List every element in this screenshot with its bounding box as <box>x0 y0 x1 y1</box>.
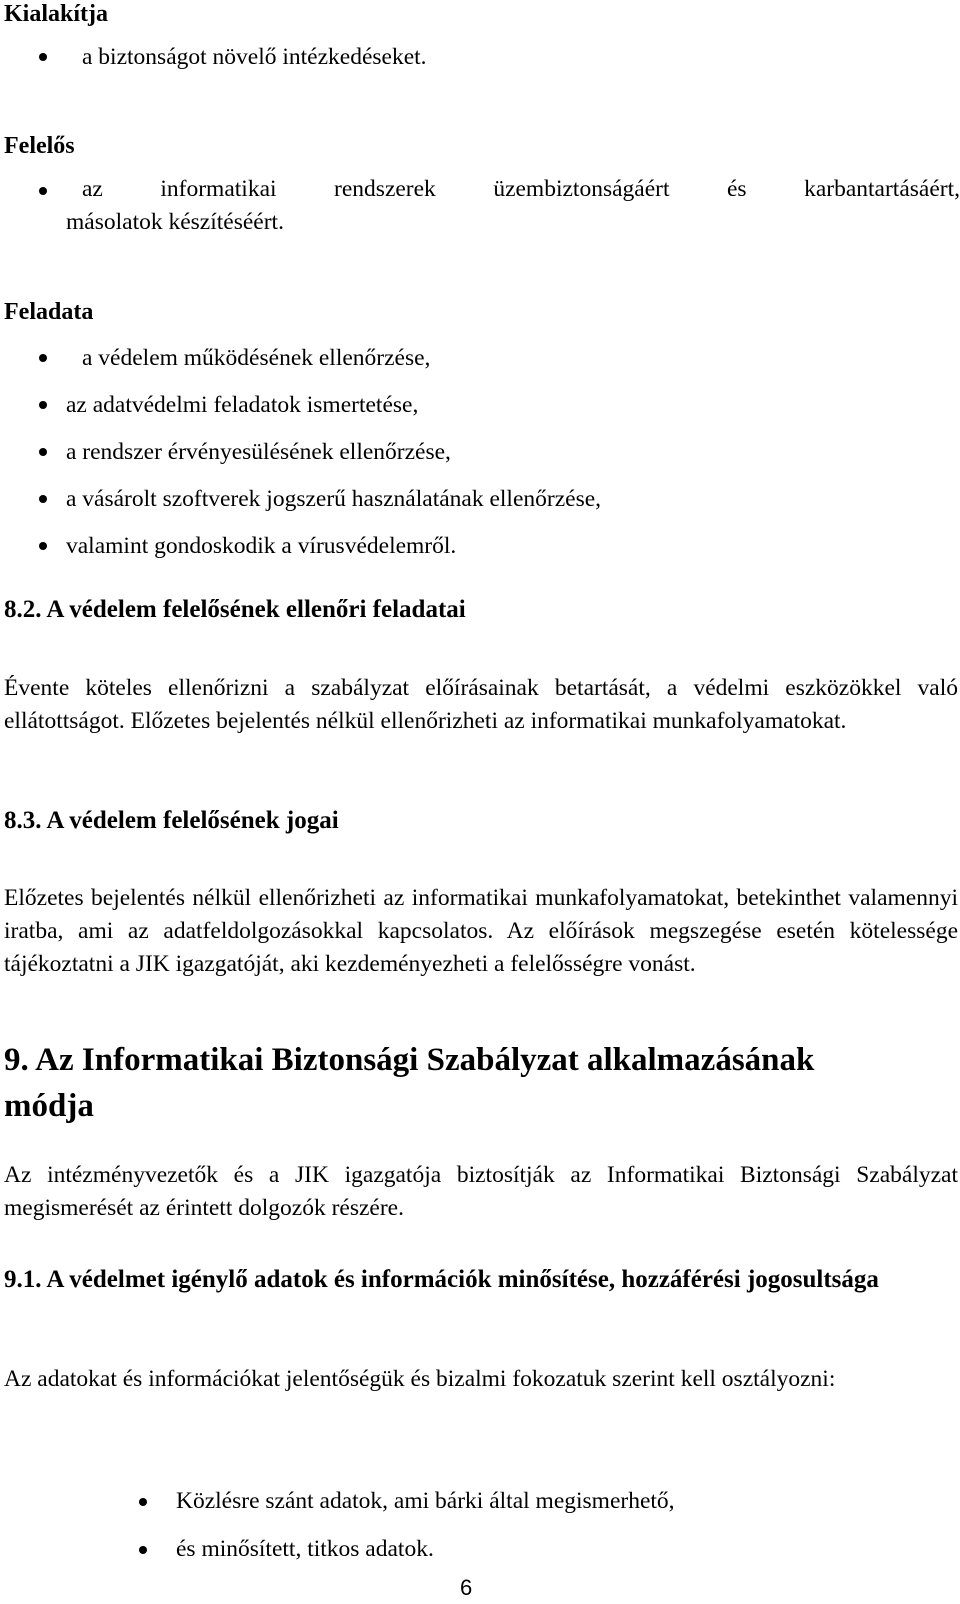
paragraph: Az adatokat és információkat jelentőségük és bizalmi fokozatuk szerint kell osztályozni: <box>4 1366 836 1392</box>
bullet-dot <box>39 542 47 550</box>
list-item: és minősített, titkos adatok. <box>176 1536 434 1562</box>
label-feladata: Feladata <box>4 299 94 325</box>
bullet-dot <box>39 187 47 195</box>
bullet-dot <box>39 448 47 456</box>
list-item: az adatvédelmi feladatok ismertetése, <box>66 392 419 418</box>
list-item <box>66 173 960 239</box>
list-item: a vásárolt szoftverek jogszerű használatának ellenőrzése, <box>66 486 602 512</box>
list-item: valamint gondoskodik a vírusvédelemről. <box>66 533 457 559</box>
list-item-line: az informatikai rendszerek üzembiztonságáért és karbantartásáért, <box>82 176 960 202</box>
paragraph: Előzetes bejelentés nélkül ellenőrizheti az informatikai munkafolyamatokat, betekinthet valamennyi iratba, ami az adatfeldolgozásokkal kapcsolatos. Az előírások megszegése esetén kötelessége tájékoztatni a JIK igazgatóját, aki kezdeményezheti a felelősségre vonást. <box>4 885 958 977</box>
bullet-dot <box>139 1546 147 1554</box>
bullet-dot <box>139 1498 147 1506</box>
label-kialakitja: Kialakítja <box>4 1 109 27</box>
label-felelos: Felelős <box>4 133 75 159</box>
bullet-dot <box>39 401 47 409</box>
section-heading: 8.2. A védelem felelősének ellenőri feladatai <box>4 596 466 623</box>
chapter-heading: 9. Az Informatikai Biztonsági Szabályzat alkalmazásának módja <box>4 1042 815 1124</box>
list-item-line: másolatok készítéséért. <box>66 209 284 235</box>
list-item: a rendszer érvényesülésének ellenőrzése, <box>66 439 451 465</box>
list-item: Közlésre szánt adatok, ami bárki által megismerhető, <box>176 1488 675 1514</box>
paragraph: Az intézményvezetők és a JIK igazgatója biztosítják az Informatikai Biztonsági Szabályzat megismerését az érintett dolgozók részére. <box>4 1162 958 1221</box>
bullet-dot <box>39 495 47 503</box>
section-heading: 8.3. A védelem felelősének jogai <box>4 807 339 834</box>
section-heading: 9.1. A védelmet igénylő adatok és információk minősítése, hozzáférési jogosultsága <box>4 1266 879 1293</box>
list-item: a biztonságot növelő intézkedéseket. <box>82 44 427 70</box>
paragraph: Évente köteles ellenőrizni a szabályzat előírásainak betartását, a védelmi eszközökkel való ellátottságot. Előzetes bejelentés nélkül ellenőrizheti az informatikai munkafolyamatokat. <box>4 675 958 734</box>
page-number: 6 <box>460 1575 473 1600</box>
bullet-dot <box>39 354 47 362</box>
bullet-dot <box>39 53 47 61</box>
list-item: a védelem működésének ellenőrzése, <box>82 345 431 371</box>
